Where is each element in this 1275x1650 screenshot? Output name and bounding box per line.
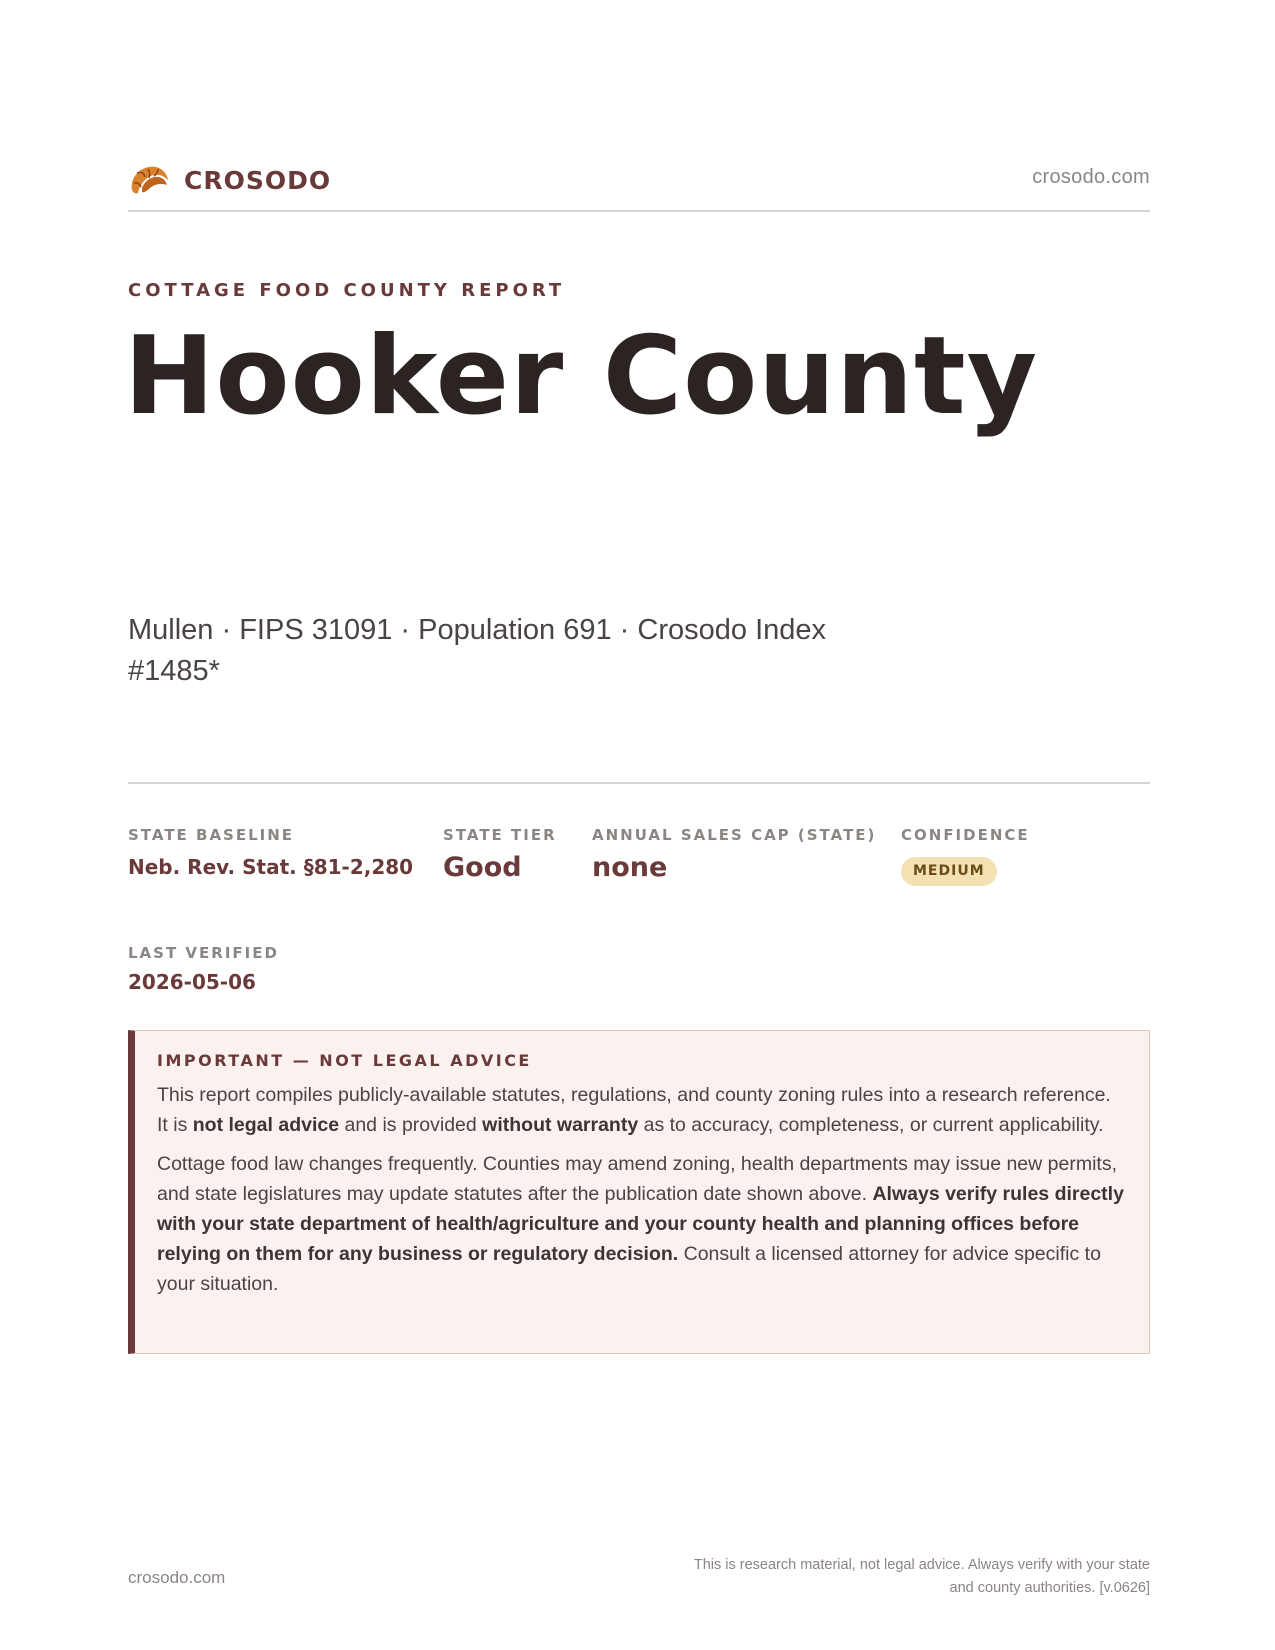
footer-disclaimer: This is research material, not legal advice. Always verify with your state and county authorities. [v.0626]: [693, 1557, 1150, 1596]
state-tier-value: Good: [443, 852, 522, 883]
state-baseline-value: Neb. Rev. Stat. §81-2,280: [128, 855, 414, 879]
confidence-label: CONFIDENCE: [901, 826, 1030, 844]
brand[interactable]: [128, 160, 331, 200]
disclaimer-paragraph: This report compiles publicly-available statutes, regulations, and county zoning rules into a research reference. It is not legal advice and is provided without warranty as to accuracy, completeness, or current applicability.: [157, 1084, 1111, 1136]
page-header: [128, 150, 1150, 212]
county-summary: Mullen · FIPS 31091 · Population 691 · Crosodo Index #1485*: [128, 614, 827, 687]
state-tier-label: STATE TIER: [443, 826, 557, 844]
disclaimer-title: IMPORTANT — NOT LEGAL ADVICE: [157, 1051, 532, 1070]
croissant-icon: [128, 160, 170, 200]
brand-name: CROSODO: [184, 165, 332, 195]
legal-disclaimer: [128, 1030, 1150, 1354]
confidence-badge: MEDIUM: [901, 857, 997, 886]
state-baseline-label: STATE BASELINE: [128, 826, 295, 844]
page-title: Hooker County: [124, 314, 1039, 439]
footer-site-link[interactable]: crosodo.com: [128, 1568, 226, 1587]
last-verified-value: 2026-05-06: [128, 970, 256, 994]
section-divider: [128, 782, 1150, 784]
sales-cap-value: none: [592, 852, 668, 883]
disclaimer-paragraph: Cottage food law changes frequently. Counties may amend zoning, health departments may issue new permits, and state legislatures may update statutes after the publication date shown above. Always verify rules directly with your state department of health/agriculture and your county health and planning offices before relying on them for any business or regulatory decision. Consult a licensed attorney for advice specific to your situation.: [157, 1153, 1124, 1295]
header-site-link[interactable]: crosodo.com: [1032, 166, 1150, 188]
sales-cap-label: ANNUAL SALES CAP (STATE): [592, 826, 877, 844]
report-eyebrow: COTTAGE FOOD COUNTY REPORT: [128, 280, 566, 301]
last-verified-label: LAST VERIFIED: [128, 944, 279, 962]
